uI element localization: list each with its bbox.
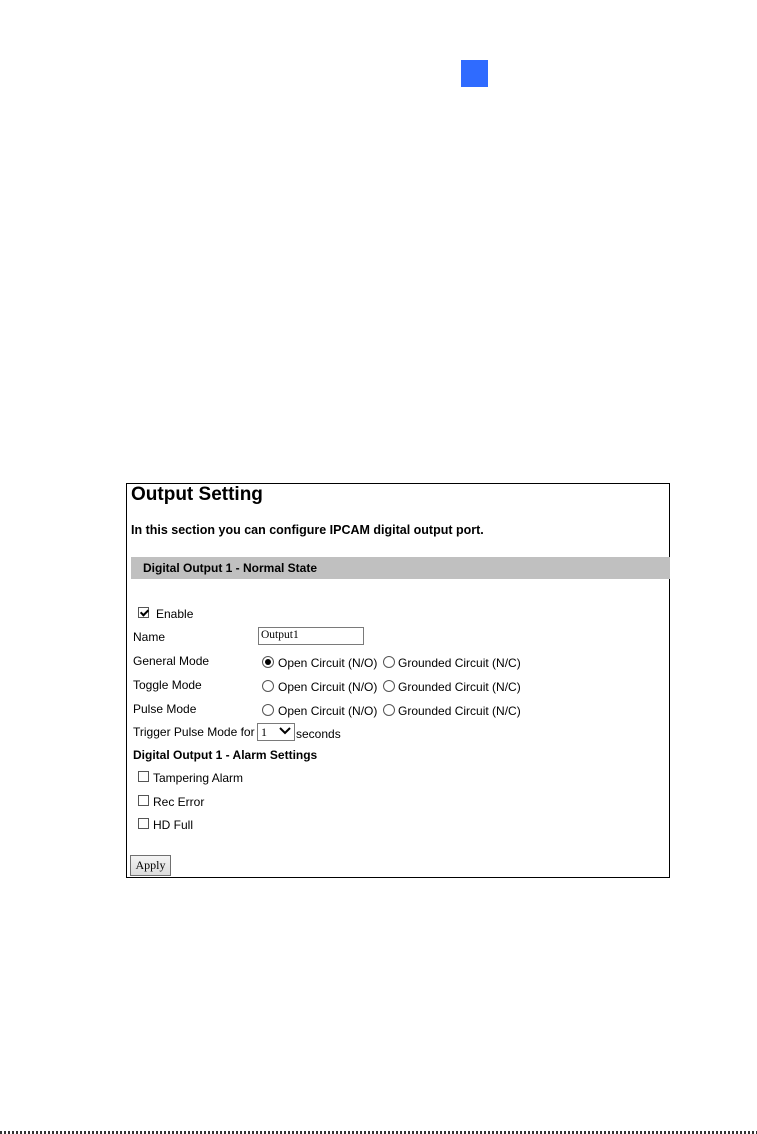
page-title: Output Setting <box>131 484 263 505</box>
trigger-pulse-label: Trigger Pulse Mode for <box>133 725 255 739</box>
pulse-mode-grounded-radio[interactable] <box>383 704 395 716</box>
toggle-mode-grounded-label: Grounded Circuit (N/C) <box>398 680 521 694</box>
trigger-seconds-value: 1 <box>261 725 267 739</box>
trigger-seconds-unit: seconds <box>296 727 341 741</box>
output-setting-panel <box>126 483 670 878</box>
general-mode-open-radio[interactable] <box>262 656 274 668</box>
trigger-seconds-select[interactable] <box>257 723 295 741</box>
tampering-alarm-checkbox[interactable] <box>138 771 149 782</box>
alarm-settings-title: Digital Output 1 - Alarm Settings <box>133 748 318 762</box>
toggle-mode-grounded-radio[interactable] <box>383 680 395 692</box>
apply-button[interactable]: Apply <box>130 855 171 876</box>
hd-full-label: HD Full <box>153 818 194 832</box>
enable-label: Enable <box>156 607 194 621</box>
general-mode-label: General Mode <box>133 654 210 668</box>
pulse-mode-open-radio[interactable] <box>262 704 274 716</box>
general-mode-grounded-label: Grounded Circuit (N/C) <box>398 656 521 670</box>
hd-full-checkbox[interactable] <box>138 818 149 829</box>
pulse-mode-grounded-label: Grounded Circuit (N/C) <box>398 704 521 718</box>
normal-state-header <box>131 557 670 579</box>
rec-error-checkbox[interactable] <box>138 795 149 806</box>
rec-error-label: Rec Error <box>153 795 205 809</box>
general-mode-grounded-radio[interactable] <box>383 656 395 668</box>
toggle-mode-open-label: Open Circuit (N/O) <box>278 680 378 694</box>
blue-square-marker <box>461 60 488 87</box>
name-field[interactable]: Output1 <box>258 627 364 645</box>
toggle-mode-open-radio[interactable] <box>262 680 274 692</box>
pulse-mode-label: Pulse Mode <box>133 702 197 716</box>
pulse-mode-open-label: Open Circuit (N/O) <box>278 704 378 718</box>
enable-checkbox[interactable] <box>138 607 149 618</box>
general-mode-open-label: Open Circuit (N/O) <box>278 656 378 670</box>
tampering-alarm-label: Tampering Alarm <box>153 771 244 785</box>
name-label: Name <box>133 630 166 644</box>
chevron-down-icon <box>279 727 291 735</box>
section-description: In this section you can configure IPCAM digital output port. <box>131 523 484 537</box>
toggle-mode-label: Toggle Mode <box>133 678 202 692</box>
normal-state-title: Digital Output 1 - Normal State <box>143 561 318 575</box>
